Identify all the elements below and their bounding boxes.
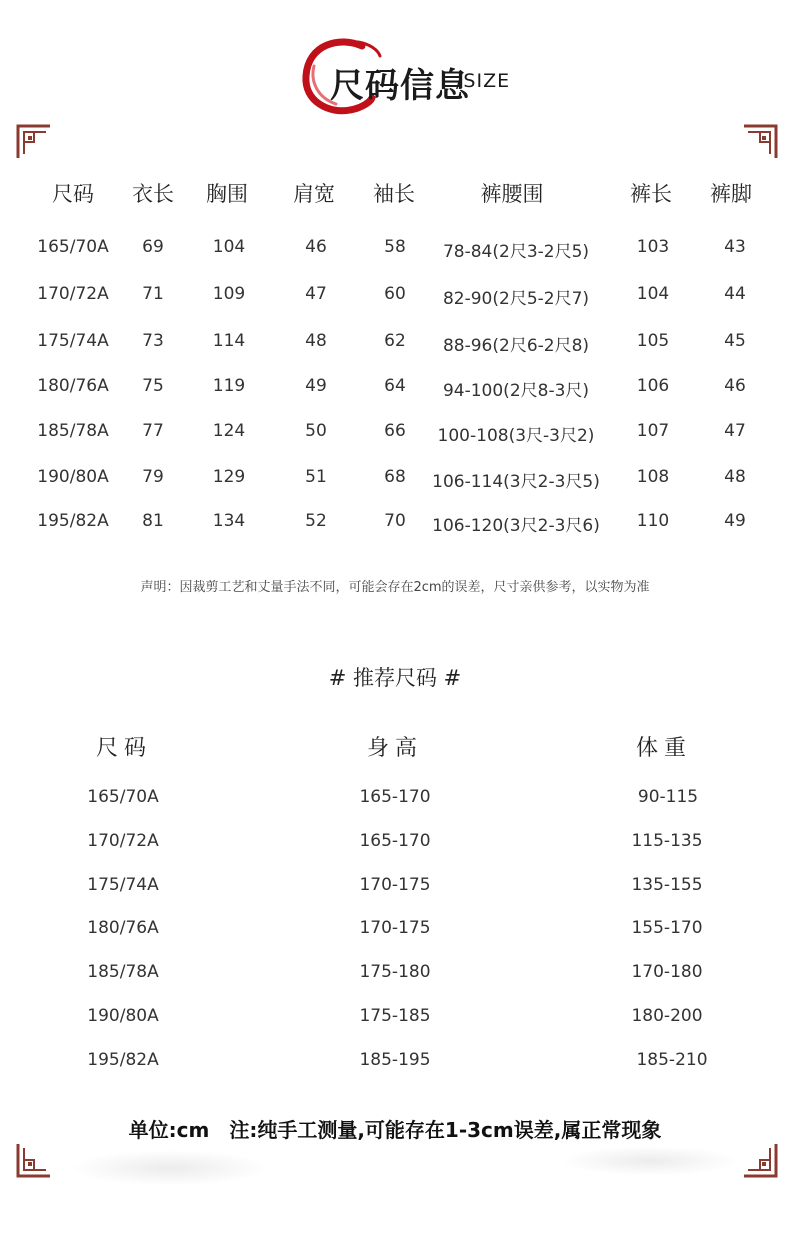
table-cell: 195/82A xyxy=(37,511,109,531)
column-header: 肩宽 xyxy=(293,182,335,206)
corner-ornament-icon xyxy=(16,1142,52,1178)
table-cell: 180/76A xyxy=(87,918,159,938)
table-cell: 70 xyxy=(384,511,406,531)
table-cell: 48 xyxy=(305,331,327,351)
table-cell: 79 xyxy=(142,467,164,487)
corner-ornament-icon xyxy=(16,124,52,160)
table-cell: 165-170 xyxy=(359,787,431,807)
table-cell: 185/78A xyxy=(37,421,109,441)
table-cell: 119 xyxy=(212,376,246,396)
page-header xyxy=(300,36,540,116)
column-header: 袖长 xyxy=(373,182,415,206)
recommend-title: # 推荐尺码 # xyxy=(328,666,462,690)
table-cell: 165-170 xyxy=(359,831,431,851)
table-row xyxy=(0,376,790,406)
table-row xyxy=(0,467,790,497)
page-title: 尺码信息 xyxy=(330,66,470,106)
column-header: 身高 xyxy=(366,736,424,761)
table-row xyxy=(0,787,790,817)
table-cell: 165/70A xyxy=(37,237,109,257)
column-header: 衣长 xyxy=(132,182,174,206)
table-cell: 73 xyxy=(142,331,164,351)
table-row xyxy=(0,237,790,267)
table-cell: 108 xyxy=(636,467,670,487)
table-cell: 90-115 xyxy=(637,787,699,807)
table-cell: 135-155 xyxy=(631,875,703,895)
column-header: 裤长 xyxy=(630,182,672,206)
ink-smudge xyxy=(70,1150,270,1186)
table-cell: 180/76A xyxy=(37,376,109,396)
corner-ornament-icon xyxy=(742,1142,778,1178)
table-cell: 58 xyxy=(384,237,406,257)
table-cell: 134 xyxy=(212,511,246,531)
table-cell: 195/82A xyxy=(87,1050,159,1070)
table-row xyxy=(0,831,790,861)
table-cell: 180-200 xyxy=(631,1006,703,1026)
table-cell: 106 xyxy=(636,376,670,396)
table-cell: 66 xyxy=(384,421,406,441)
table-cell: 129 xyxy=(212,467,246,487)
table-cell: 75 xyxy=(142,376,164,396)
table-cell: 43 xyxy=(724,237,746,257)
table-cell: 100-108(3尺-3尺2) xyxy=(437,426,595,446)
footer-note xyxy=(0,1114,790,1143)
table-row xyxy=(0,875,790,905)
table-cell: 64 xyxy=(384,376,406,396)
table-row xyxy=(0,962,790,992)
column-header: 尺码 xyxy=(95,736,153,761)
table-cell: 45 xyxy=(724,331,746,351)
table-cell: 115-135 xyxy=(631,831,703,851)
column-header: 体重 xyxy=(635,736,693,761)
table-cell: 71 xyxy=(142,284,164,304)
table-cell: 69 xyxy=(142,237,164,257)
table-cell: 175-185 xyxy=(359,1006,431,1026)
table-cell: 104 xyxy=(636,284,670,304)
column-header: 裤脚 xyxy=(710,182,752,206)
table-row xyxy=(0,511,790,541)
table-cell: 106-114(3尺2-3尺5) xyxy=(432,472,600,492)
table-cell: 170/72A xyxy=(37,284,109,304)
column-header: 胸围 xyxy=(206,182,248,206)
table-cell: 185/78A xyxy=(87,962,159,982)
size-table-header xyxy=(0,178,790,208)
ink-smudge xyxy=(560,1146,740,1176)
table-cell: 175/74A xyxy=(87,875,159,895)
table-cell: 82-90(2尺5-2尺7) xyxy=(442,289,590,309)
table-cell: 175/74A xyxy=(37,331,109,351)
page-subtitle: /SIZE xyxy=(456,70,511,92)
table-cell: 49 xyxy=(305,376,327,396)
column-header: 尺码 xyxy=(52,182,94,206)
table-cell: 109 xyxy=(212,284,246,304)
table-cell: 185-210 xyxy=(636,1050,708,1070)
table-cell: 104 xyxy=(212,237,246,257)
table-cell: 190/80A xyxy=(87,1006,159,1026)
table-cell: 62 xyxy=(384,331,406,351)
table-cell: 47 xyxy=(724,421,746,441)
column-header: 裤腰围 xyxy=(480,182,544,206)
table-cell: 155-170 xyxy=(631,918,703,938)
table-row xyxy=(0,1006,790,1036)
table-cell: 68 xyxy=(384,467,406,487)
table-cell: 107 xyxy=(636,421,670,441)
table-cell: 81 xyxy=(142,511,164,531)
table-cell: 110 xyxy=(636,511,670,531)
table-cell: 106-120(3尺2-3尺6) xyxy=(432,516,600,536)
table-cell: 51 xyxy=(305,467,327,487)
table-row xyxy=(0,284,790,314)
table-cell: 44 xyxy=(724,284,746,304)
table-cell: 114 xyxy=(212,331,246,351)
table-cell: 124 xyxy=(212,421,246,441)
table-cell: 165/70A xyxy=(87,787,159,807)
table-row xyxy=(0,421,790,451)
corner-ornament-icon xyxy=(742,124,778,160)
unit-label: 单位:cm xyxy=(128,1118,210,1142)
table-cell: 47 xyxy=(305,284,327,304)
table-cell: 46 xyxy=(305,237,327,257)
table-cell: 170-180 xyxy=(631,962,703,982)
table-row xyxy=(0,1050,790,1080)
table-cell: 52 xyxy=(305,511,327,531)
table-cell: 88-96(2尺6-2尺8) xyxy=(442,336,590,356)
table-cell: 60 xyxy=(384,284,406,304)
measurement-note: 注:纯手工测量,可能存在1-3cm误差,属正常现象 xyxy=(229,1118,662,1142)
table-cell: 77 xyxy=(142,421,164,441)
table-cell: 50 xyxy=(305,421,327,441)
table-cell: 105 xyxy=(636,331,670,351)
disclaimer-text: 声明：因裁剪工艺和丈量手法不同，可能会存在2cm的误差，尺寸亲供参考，以实物为准 xyxy=(140,580,650,595)
table-cell: 46 xyxy=(724,376,746,396)
table-cell: 48 xyxy=(724,467,746,487)
table-cell: 94-100(2尺8-3尺) xyxy=(442,381,590,401)
table-cell: 170-175 xyxy=(359,918,431,938)
table-cell: 175-180 xyxy=(359,962,431,982)
table-cell: 170-175 xyxy=(359,875,431,895)
recommend-table-header xyxy=(0,731,790,761)
table-cell: 103 xyxy=(636,237,670,257)
table-row xyxy=(0,331,790,361)
table-cell: 185-195 xyxy=(359,1050,431,1070)
table-cell: 190/80A xyxy=(37,467,109,487)
table-cell: 49 xyxy=(724,511,746,531)
table-row xyxy=(0,918,790,948)
table-cell: 78-84(2尺3-2尺5) xyxy=(442,242,590,262)
table-cell: 170/72A xyxy=(87,831,159,851)
